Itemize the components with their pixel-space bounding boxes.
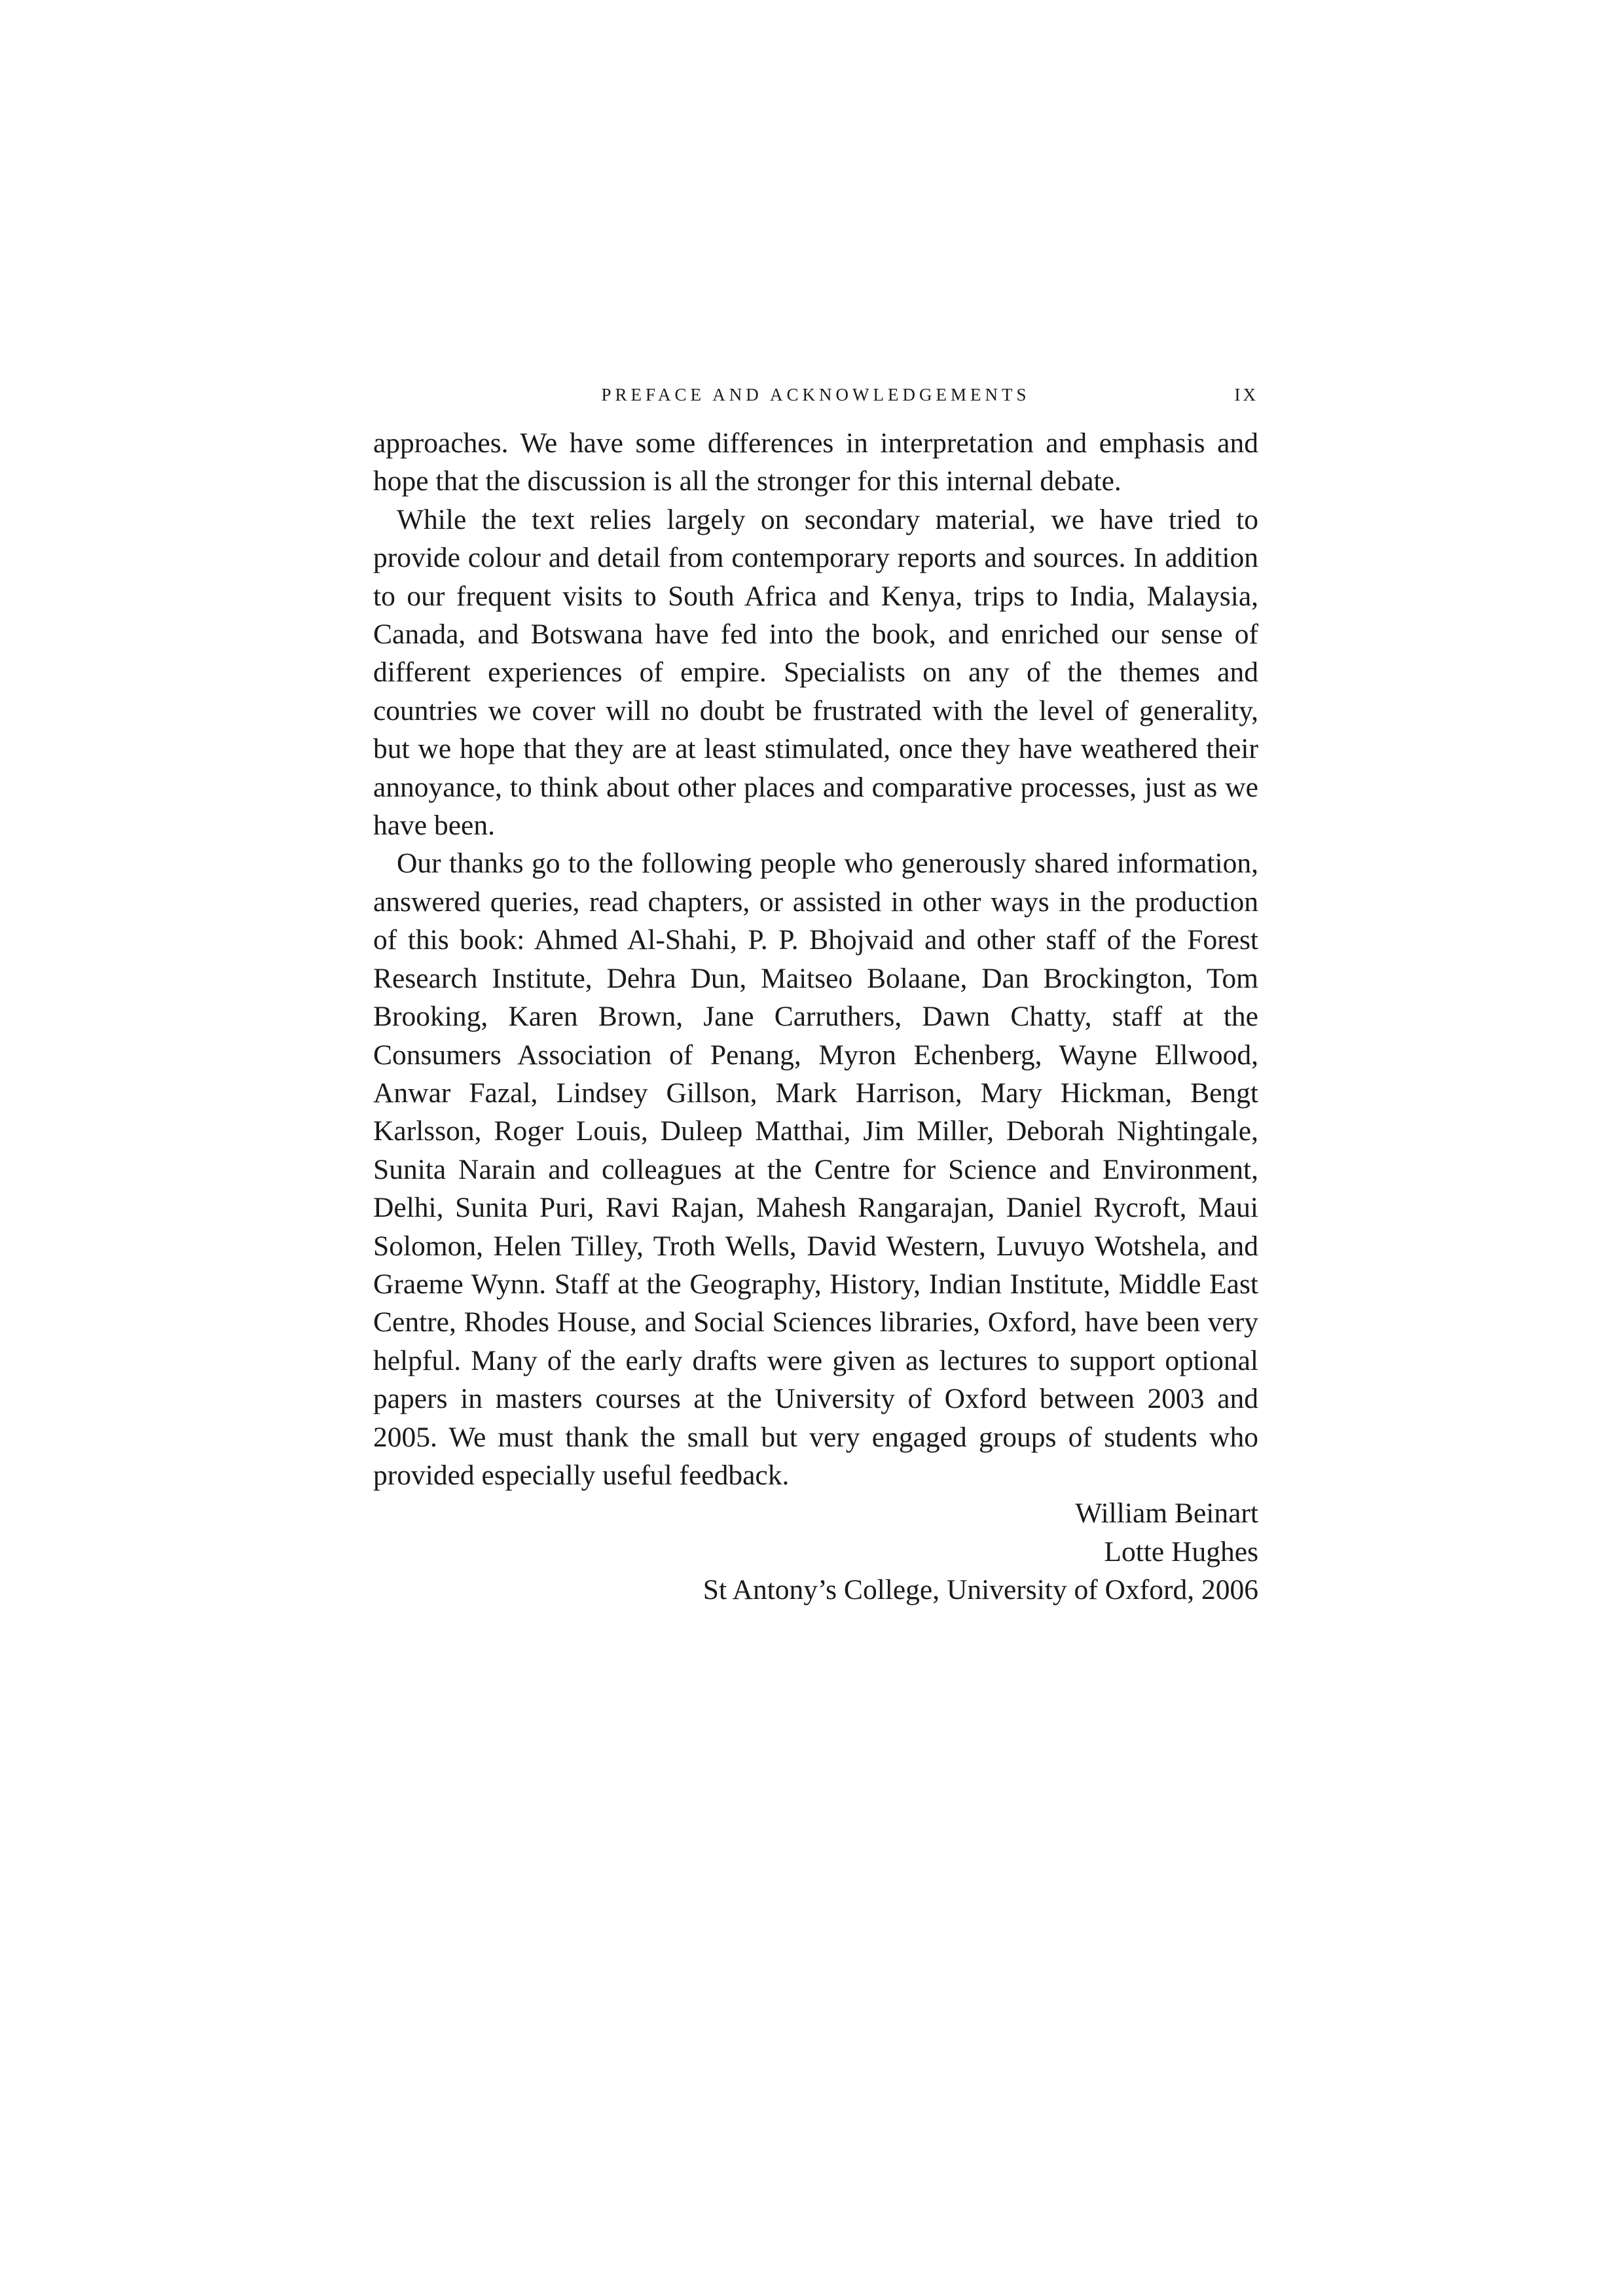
signature-block (373, 1494, 1258, 1609)
paragraph-continuation: approaches. We have some differences in interpretation and emphasis and hope that the discussion is all the stronger for this internal debate. (373, 427, 1258, 497)
paragraph-sources: While the text relies largely on secondary material, we have tried to provide colour and detail from contemporary reports and sources. In addition to our frequent visits to South Africa and Kenya, trips to India, Malaysia, Canada, and Botswana have fed into the book, and enriched our sense of different experiences of empire. Specialists on any of the themes and countries we cover will no doubt be frustrated with the level of generality, but we hope that they are at least stimulated, once they have weathered their annoyance, to think about other places and comparative processes, just as we have been. (373, 503, 1258, 842)
book-page (373, 385, 1258, 1609)
body-text (373, 424, 1258, 1494)
page-number: IX (1234, 385, 1258, 404)
affiliation-date: St Antony’s College, University of Oxford, 2006 (702, 1574, 1258, 1606)
author-name: Lotte Hughes (1104, 1535, 1258, 1568)
paragraph-thanks: Our thanks go to the following people who generously shared information, answered queries, read chapters, or assisted in other ways in the production of this book: Ahmed Al-Shahi, P. P. Bhojvaid and other staff of the Forest Research Institute, Dehra Dun, Maitseo Bolaane, Dan Brockington, Tom Brooking, Karen Brown, Jane Carruthers, Dawn Chatty, staff at the Consumers Association of Penang, Myron Echenberg, Wayne Ellwood, Anwar Fazal, Lindsey Gillson, Mark Harrison, Mary Hickman, Bengt Karlsson, Roger Louis, Duleep Matthai, Jim Miller, Deborah Nightingale, Sunita Narain and colleagues at the Centre for Science and Environment, Delhi, Sunita Puri, Ravi Rajan, Mahesh Rangarajan, Daniel Rycroft, Maui Solomon, Helen Tilley, Troth Wells, David Western, Luvuyo Wotshela, and Graeme Wynn. Staff at the Geography, History, Indian Institute, Middle East Centre, Rhodes House, and Social Sciences libraries, Oxford, have been very helpful. Many of the early drafts were given as lectures to support optional papers in masters courses at the University of Oxford between 2003 and 2005. We must thank the small but very engaged groups of students who provided especially useful feedback. (373, 848, 1258, 1491)
running-head-title: PREFACE AND ACKNOWLEDGEMENTS (601, 385, 1030, 404)
author-name: William Beinart (1075, 1498, 1258, 1530)
running-head (373, 385, 1258, 414)
